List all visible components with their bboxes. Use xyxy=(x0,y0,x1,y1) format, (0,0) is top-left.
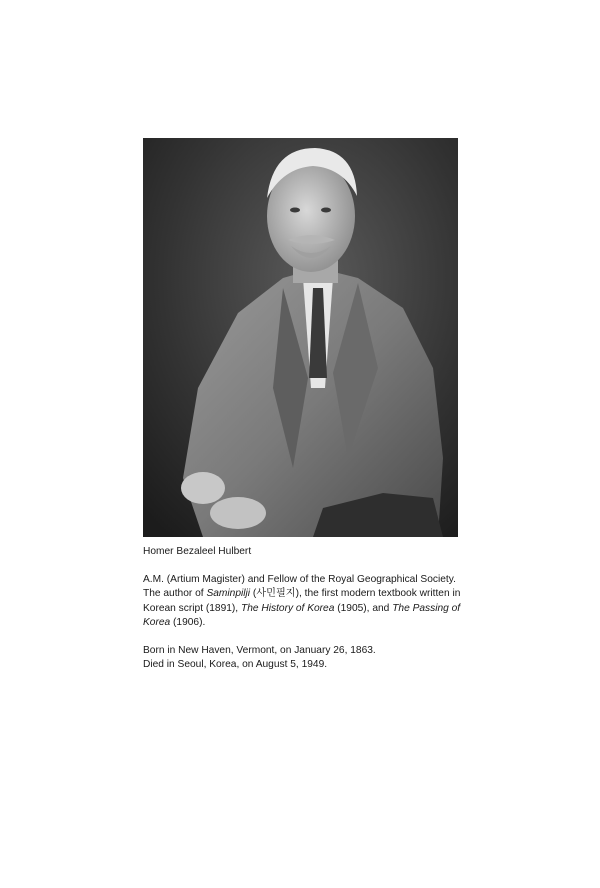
life-dates-paragraph xyxy=(143,644,473,672)
portrait-illustration xyxy=(143,138,458,537)
saminpilji-description: (사민필지), the first modern textbook written in Korean script (1891), xyxy=(143,588,461,614)
history-year: (1905), and xyxy=(334,602,393,614)
subject-name: Homer Bezaleel Hulbert xyxy=(143,546,252,557)
birth-line: Born in New Haven, Vermont, on January 26, 1863. xyxy=(143,645,376,657)
caption-block xyxy=(143,545,473,686)
book-title-passing-of-korea: The Passing of Korea xyxy=(143,602,461,628)
bio-intro: A.M. (Artium Magister) and Fellow of the Royal Geographical Society. The author of xyxy=(143,574,456,600)
passing-year: (1906). xyxy=(170,616,206,628)
book-title-history-of-korea: The History of Korea xyxy=(240,602,335,614)
book-title-saminpilji: Saminpilji xyxy=(206,588,251,600)
portrait-photo xyxy=(143,138,458,537)
biography-paragraph xyxy=(143,573,473,630)
death-line: Died in Seoul, Korea, on August 5, 1949. xyxy=(143,659,328,671)
